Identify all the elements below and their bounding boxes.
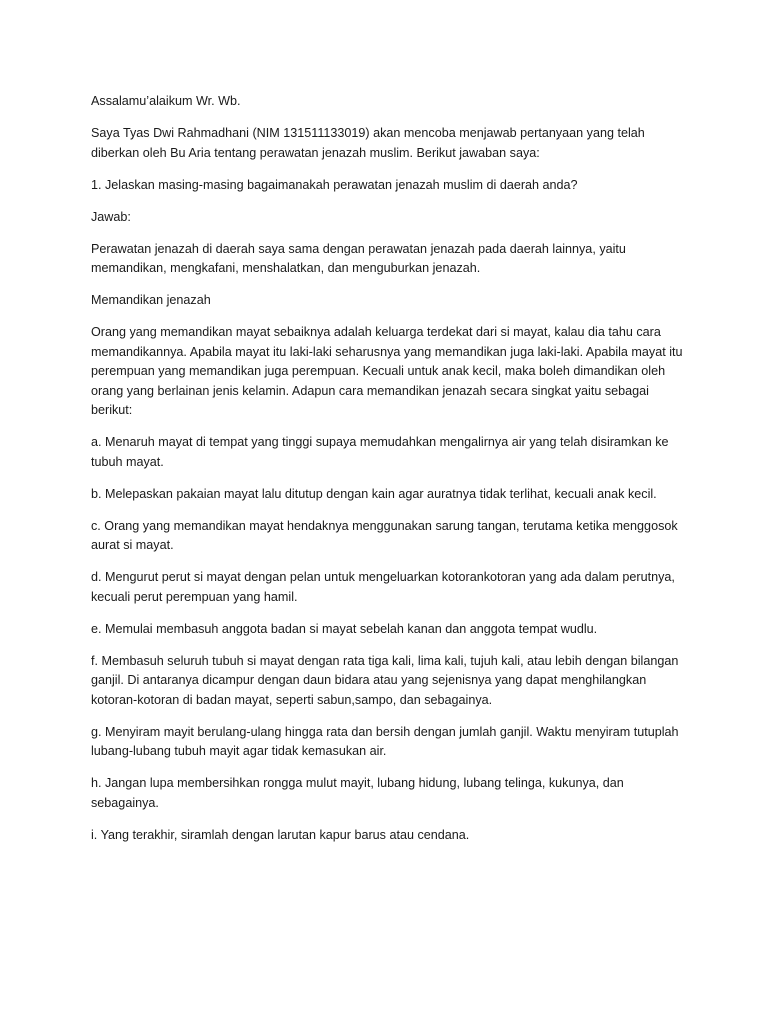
step-item: b. Melepaskan pakaian mayat lalu ditutup dengan kain agar auratnya tidak terlihat, kecuali anak kecil.	[91, 486, 657, 501]
step-item: e. Memulai membasuh anggota badan si mayat sebelah kanan dan anggota tempat wudlu.	[91, 621, 598, 636]
intro-paragraph: Saya Tyas Dwi Rahmadhani (NIM 131511133019) akan mencoba menjawab pertanyaan yang telah diberkan oleh Bu Aria tentang perawatan jenazah muslim. Berikut jawaban saya:	[91, 126, 645, 160]
step-item: d. Mengurut perut si mayat dengan pelan untuk mengeluarkan kotorankotoran yang ada dalam perutnya, kecuali perut perempuan yang hamil.	[91, 570, 675, 604]
question: 1. Jelaskan masing-masing bagaimanakah perawatan jenazah muslim di daerah anda?	[91, 177, 578, 192]
greeting: Assalamu’alaikum Wr. Wb.	[91, 94, 241, 108]
answer-intro: Perawatan jenazah di daerah saya sama dengan perawatan jenazah pada daerah lainnya, yaitu memandikan, mengkafani, menshalatkan, dan menguburkan jenazah.	[91, 241, 626, 275]
document-page	[91, 92, 691, 858]
section-title: Memandikan jenazah	[91, 293, 211, 307]
step-item: h. Jangan lupa membersihkan rongga mulut mayit, lubang hidung, lubang telinga, kukunya, dan sebagainya.	[91, 776, 624, 810]
step-item: f. Membasuh seluruh tubuh si mayat dengan rata tiga kali, lima kali, tujuh kali, atau lebih dengan bilangan ganjil. Di antaranya dicampur dengan daun bidara atau yang sejenisnya yang dapat menghilangkan kotoran-kotoran di badan mayat, seperti sabun,sampo, dan sebagainya.	[91, 653, 679, 707]
section-body: Orang yang memandikan mayat sebaiknya adalah keluarga terdekat dari si mayat, kalau dia tahu cara memandikannya. Apabila mayat itu laki-laki seharusnya yang memandikan juga laki-laki. Apabila mayat itu perempuan yang memandikan juga perempuan. Kecuali untuk anak kecil, maka boleh dimandikan oleh orang yang berlainan jenis kelamin. Adapun cara memandikan jenazah secara singkat yaitu sebagai berikut:	[91, 325, 683, 417]
answer-label: Jawab:	[91, 209, 131, 224]
step-item: c. Orang yang memandikan mayat hendaknya menggunakan sarung tangan, terutama ketika menggosok aurat si mayat.	[91, 518, 678, 552]
step-item: i. Yang terakhir, siramlah dengan larutan kapur barus atau cendana.	[91, 827, 470, 842]
step-item: a. Menaruh mayat di tempat yang tinggi supaya memudahkan mengalirnya air yang telah disiramkan ke tubuh mayat.	[91, 435, 669, 469]
step-item: g. Menyiram mayit berulang-ulang hingga rata dan bersih dengan jumlah ganjil. Waktu menyiram tutuplah lubang-lubang tubuh mayit agar tidak kemasukan air.	[91, 724, 679, 758]
